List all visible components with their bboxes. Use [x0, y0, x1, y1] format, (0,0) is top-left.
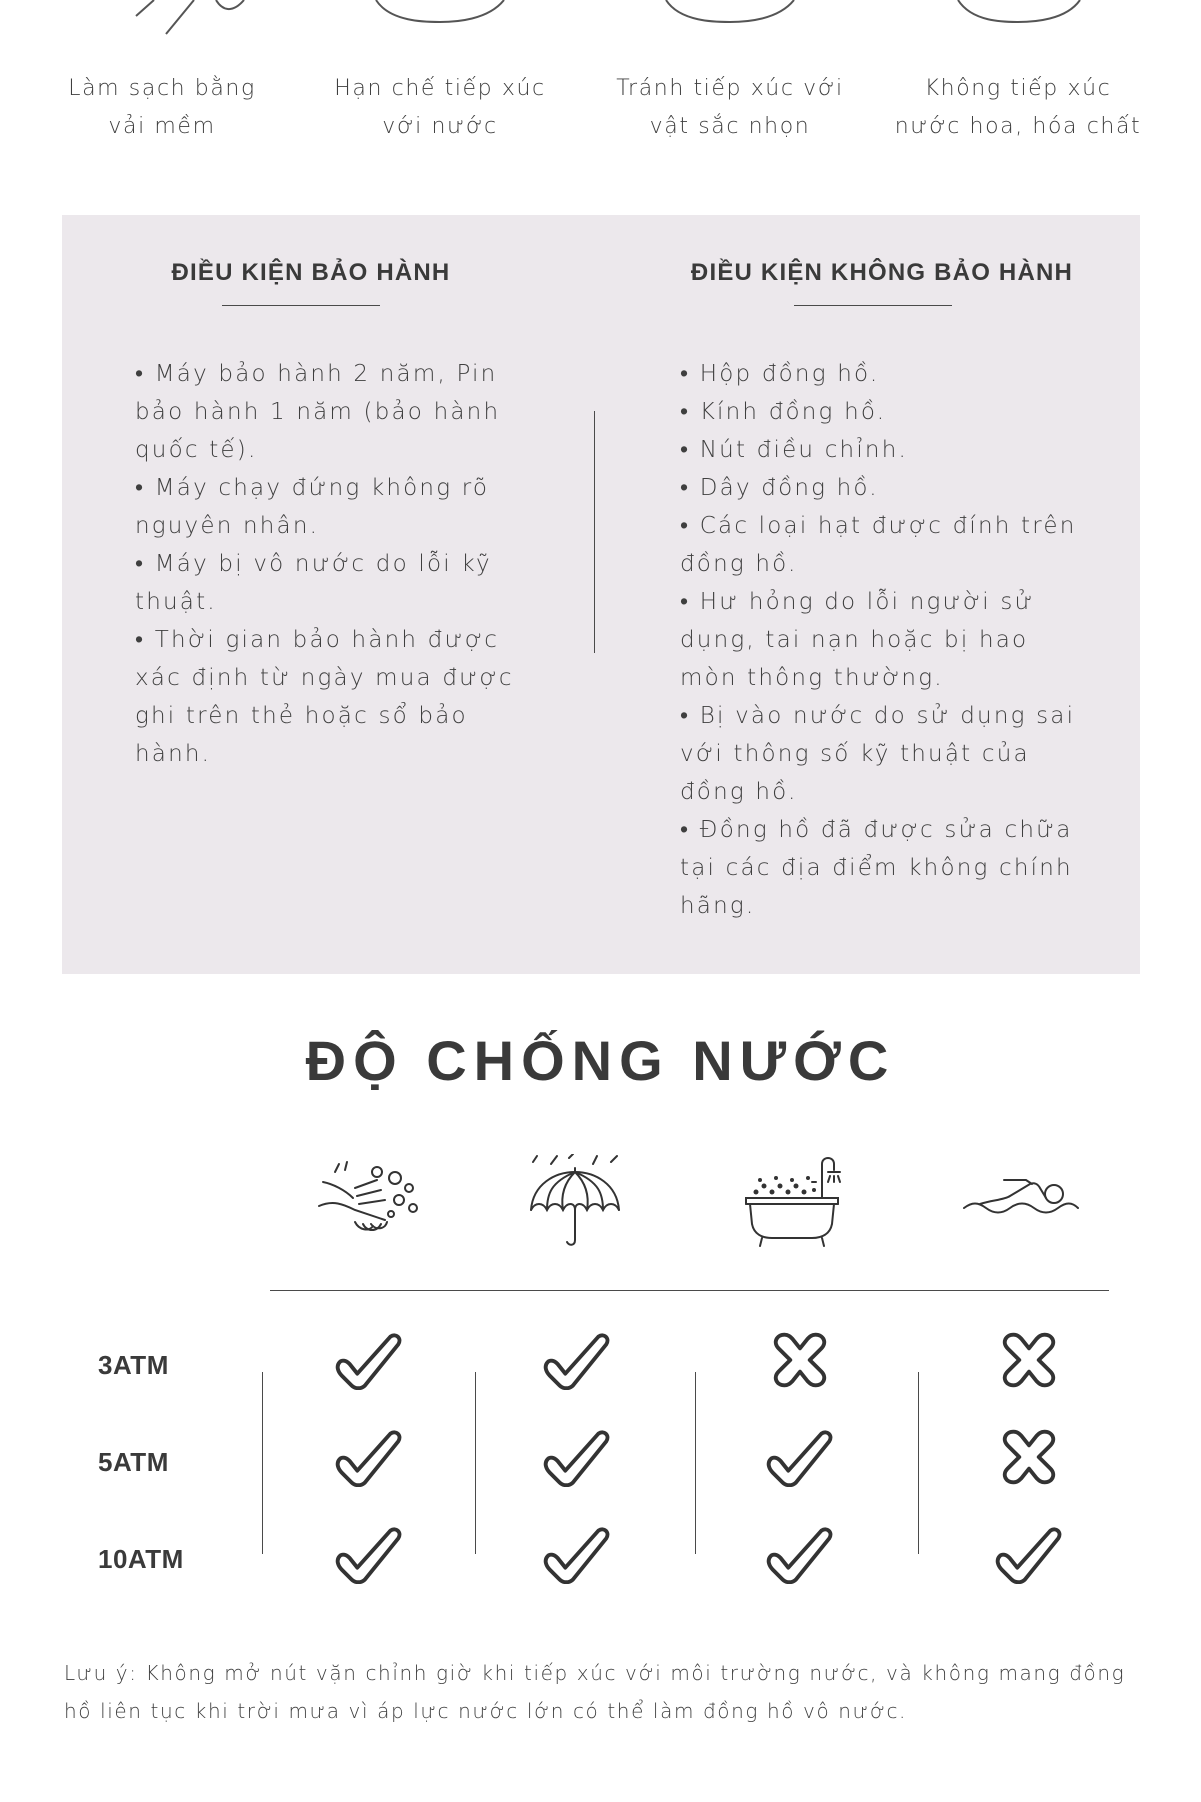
care-tip-no-chemicals — [888, 0, 1148, 160]
check-icon — [992, 1524, 1066, 1584]
list-item: • Máy chạy đứng không rõ nguyên nhân. — [135, 475, 490, 539]
care-tip-soft-cloth — [32, 0, 292, 160]
warranty-not-covered-title: ĐIỀU KIỆN KHÔNG BẢO HÀNH — [690, 259, 1074, 286]
list-item: • Bị vào nước do sử dụng sai với thông số kỹ thuật của đồng hồ. — [680, 703, 1076, 805]
table-header-rule — [270, 1290, 1109, 1291]
check-icon — [332, 1330, 406, 1390]
care-tip-label: Hạn chế tiếp xúc với nước — [334, 76, 546, 139]
warranty-covered-column — [62, 215, 600, 974]
care-tip-limit-water — [310, 0, 570, 160]
column-divider — [262, 1372, 263, 1554]
cross-icon — [992, 1330, 1066, 1390]
list-item: • Hộp đồng hồ. — [680, 361, 880, 387]
warranty-panel — [62, 215, 1140, 974]
bathtub-shower-icon — [742, 1154, 842, 1250]
activity-icons-row — [0, 1140, 1201, 1250]
cross-icon — [763, 1330, 837, 1390]
title-underline — [222, 305, 380, 306]
sharp-object-icon — [600, 0, 860, 40]
list-item: • Máy bị vô nước do lỗi kỹ thuật. — [135, 551, 492, 615]
rating-label-5atm: 5ATM — [98, 1447, 169, 1477]
footnote: Lưu ý: Không mở nút vặn chỉnh giờ khi tiếp xúc với môi trường nước, và không mang đồng hồ liên tục khi trời mưa vì áp lực nước lớn có thể làm đồng hồ vô nước. — [64, 1661, 1126, 1723]
swimming-icon — [960, 1170, 1080, 1220]
list-item: • Đồng hồ đã được sửa chữa tại các địa điểm không chính hãng. — [680, 817, 1073, 919]
hand-washing-icon — [315, 1160, 425, 1240]
care-tip-label: Làm sạch bằng vải mềm — [68, 76, 256, 139]
warranty-not-covered-column — [602, 215, 1140, 974]
list-item: • Máy bảo hành 2 năm, Pin bảo hành 1 năm (bảo hành quốc tế). — [135, 361, 501, 463]
care-tip-label: Tránh tiếp xúc với vật sắc nhọn — [616, 76, 844, 139]
warranty-not-covered-list — [680, 355, 1080, 925]
list-item: • Các loại hạt được đính trên đồng hồ. — [680, 513, 1077, 577]
check-icon — [540, 1330, 614, 1390]
warranty-covered-title: ĐIỀU KIỆN BẢO HÀNH — [171, 259, 451, 286]
check-icon — [763, 1427, 837, 1487]
umbrella-rain-icon — [525, 1154, 625, 1250]
check-icon — [332, 1524, 406, 1584]
rating-label-3atm: 3ATM — [98, 1350, 169, 1380]
list-item: • Hư hỏng do lỗi người sử dụng, tai nạn hoặc bị hao mòn thông thường. — [680, 589, 1035, 691]
list-item: • Nút điều chỉnh. — [680, 437, 908, 463]
column-divider — [594, 411, 595, 653]
water-drop-icon — [310, 0, 570, 40]
column-divider — [475, 1372, 476, 1554]
title-underline — [794, 305, 952, 306]
water-resistance-title: ĐỘ CHỐNG NƯỚC — [305, 1029, 896, 1092]
cloth-hand-icon — [32, 0, 292, 40]
check-icon — [763, 1524, 837, 1584]
list-item: • Dây đồng hồ. — [680, 475, 879, 501]
list-item: • Kính đồng hồ. — [680, 399, 887, 425]
list-item: • Thời gian bảo hành được xác định từ ngày mua được ghi trên thẻ hoặc sổ bảo hành. — [135, 627, 514, 767]
check-icon — [540, 1427, 614, 1487]
rating-label-10atm: 10ATM — [98, 1544, 184, 1574]
care-tips-row — [0, 0, 1201, 160]
care-tip-avoid-sharp — [600, 0, 860, 160]
column-divider — [918, 1372, 919, 1554]
check-icon — [332, 1427, 406, 1487]
care-tip-label: Không tiếp xúc nước hoa, hóa chất — [894, 76, 1142, 139]
column-divider — [695, 1372, 696, 1554]
warranty-covered-list — [135, 355, 535, 773]
perfume-chemical-icon — [888, 0, 1148, 40]
check-icon — [540, 1524, 614, 1584]
cross-icon — [992, 1427, 1066, 1487]
